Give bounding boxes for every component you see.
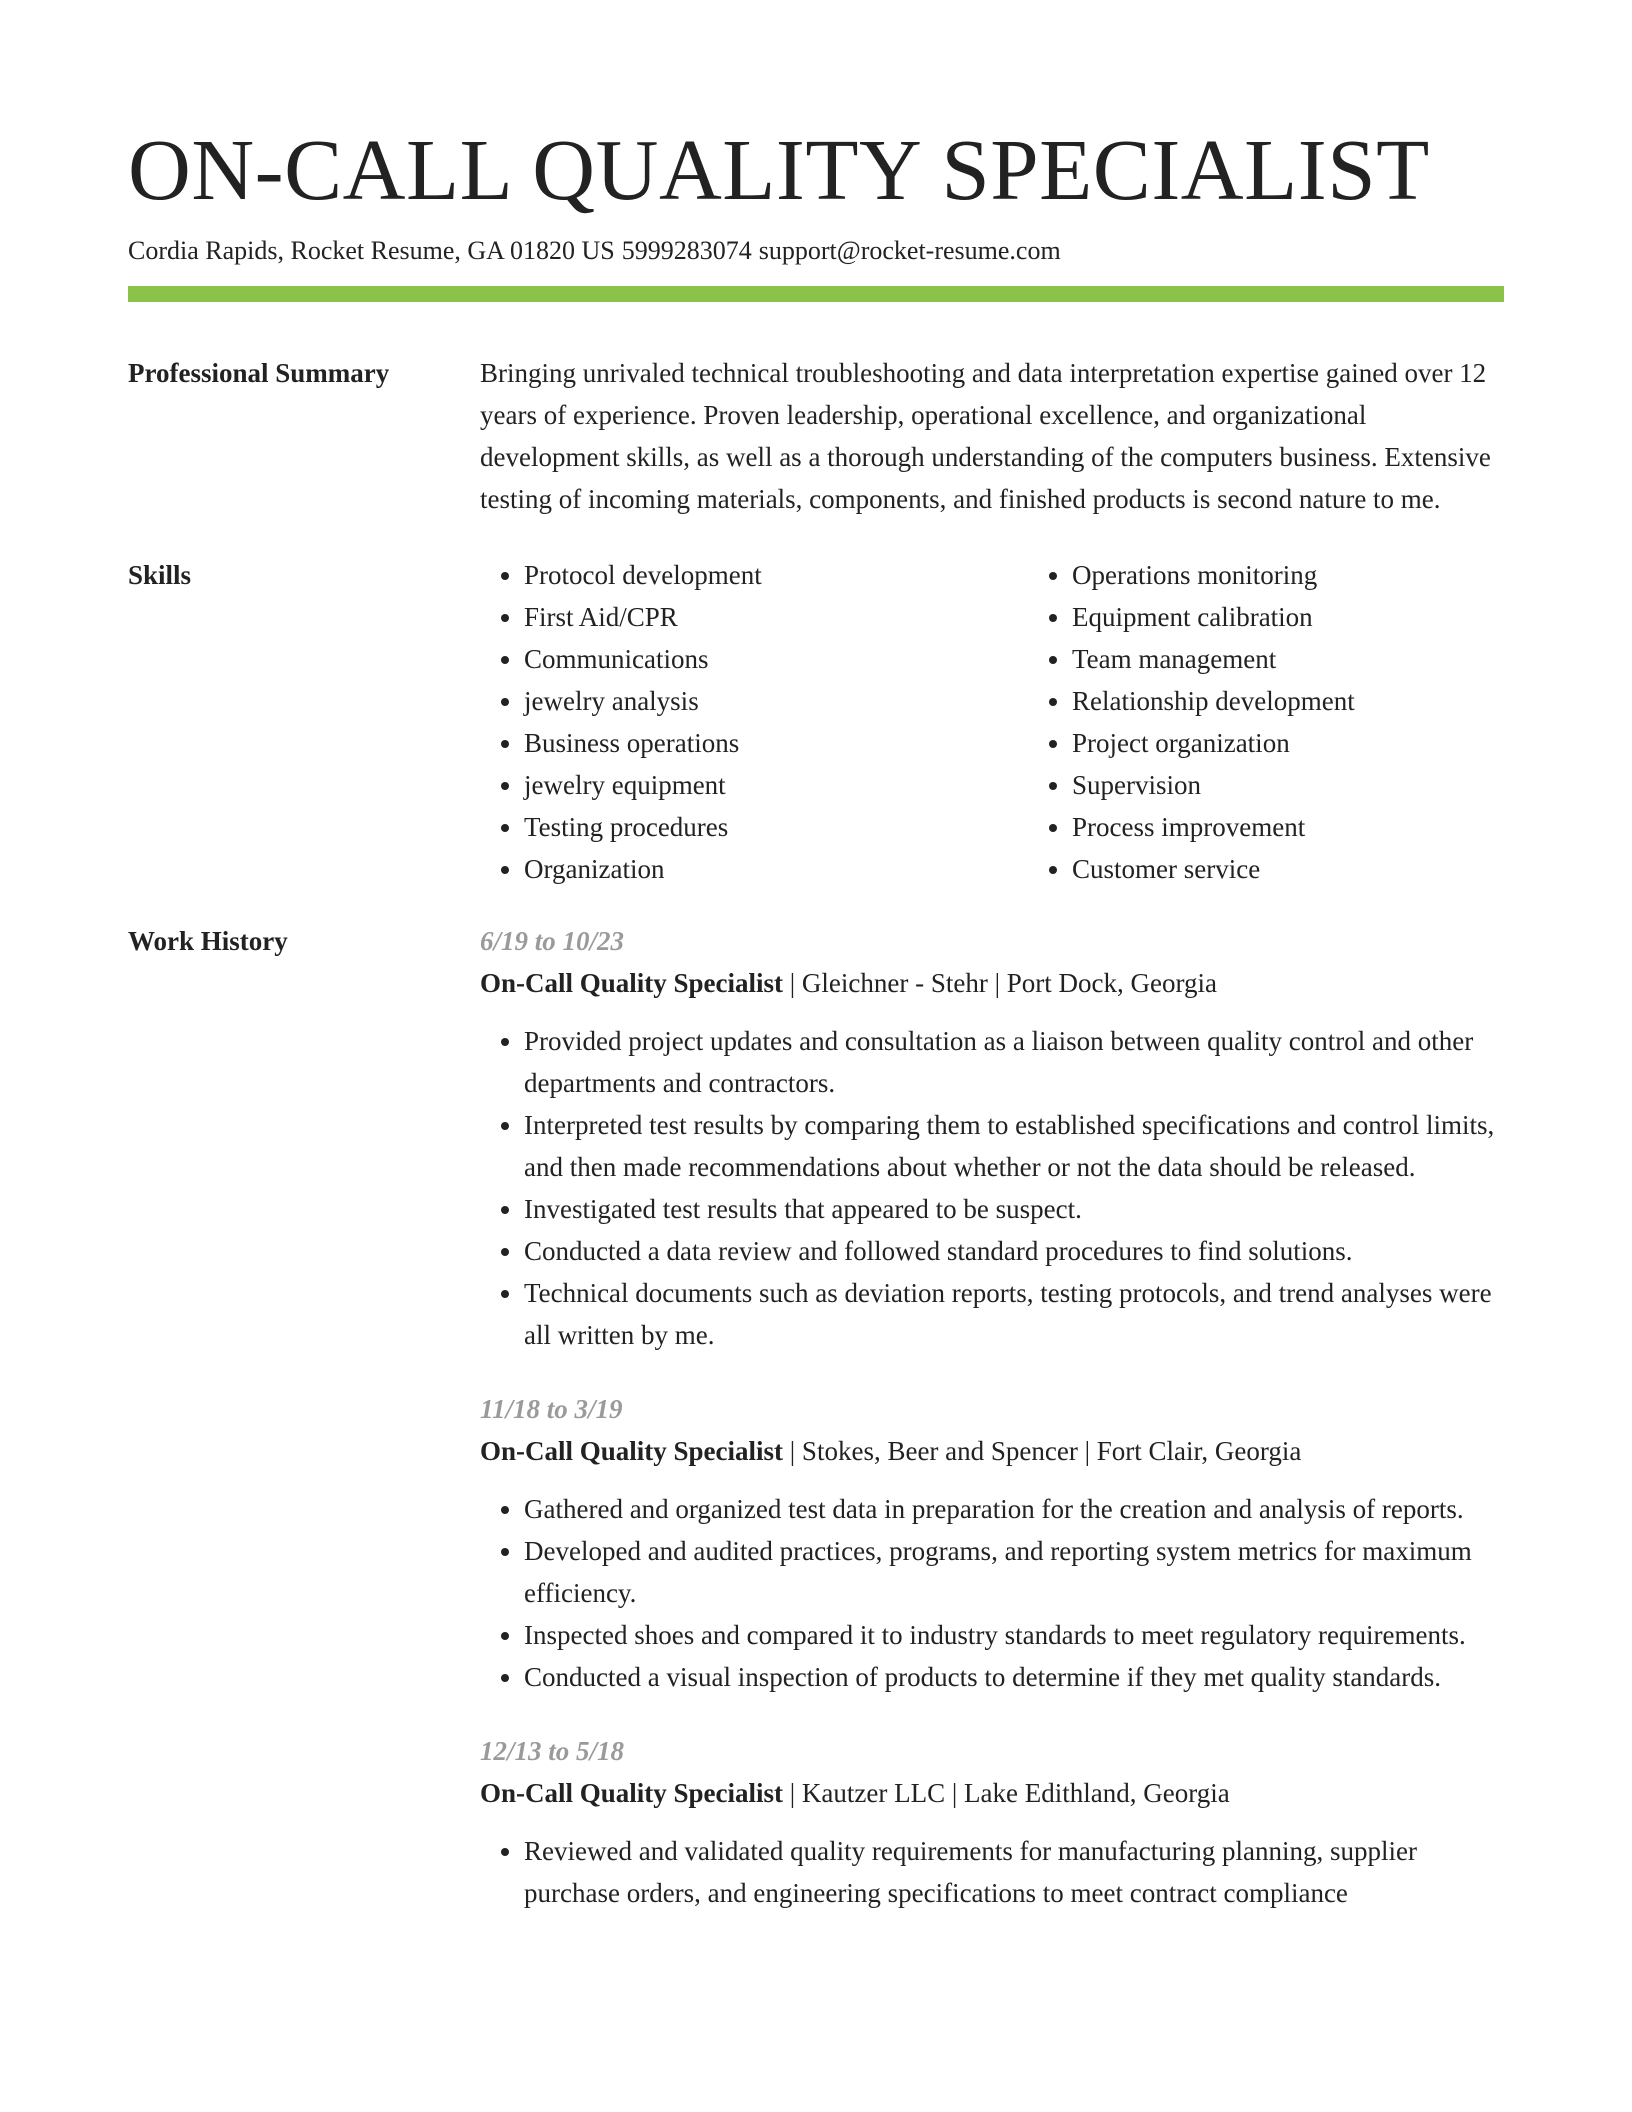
job-header — [480, 962, 1504, 1004]
job-dates: 6/19 to 10/23 — [480, 926, 625, 956]
job-dates: 11/18 to 3/19 — [480, 1394, 623, 1424]
summary-heading: Professional Summary — [128, 358, 390, 388]
job-bullet: • Reviewed and validated quality requirements for manufacturing planning, supplier purchase orders, and engineering specifications to meet contract compliance — [524, 1830, 1504, 1914]
job-bullet: • Interpreted test results by comparing them to established specifications and control limits, and then made recommendations about whether or not the data should be released. — [524, 1104, 1504, 1188]
contact-address: Cordia Rapids, Rocket Resume, GA 01820 US — [128, 236, 615, 265]
contact-phone: 5999283074 — [621, 236, 752, 265]
job-title: On-Call Quality Specialist — [480, 968, 784, 998]
contact-line — [128, 234, 1504, 268]
skill-item: • jewelry equipment — [524, 764, 1028, 806]
summary-text: Bringing unrivaled technical troubleshooting and data interpretation expertise gained over 12 years of experience. Proven leadership, operational excellence, and organizational development skills, as well as a thorough understanding of the computers business. Extensive testing of incoming materials, components, and finished products is second nature to me. — [480, 358, 1491, 514]
skills-heading: Skills — [128, 560, 192, 590]
job-bullet: • Technical documents such as deviation reports, testing protocols, and trend analyses were all written by me. — [524, 1272, 1504, 1356]
contact-email: support@rocket-resume.com — [758, 236, 1061, 265]
job-details: | Gleichner - Stehr | Port Dock, Georgia — [783, 968, 1217, 998]
job-dates: 12/13 to 5/18 — [480, 1736, 625, 1766]
job-bullet: • Investigated test results that appeared to be suspect. — [524, 1188, 1504, 1230]
skill-item: • Customer service — [1072, 848, 1576, 890]
skill-item: • Protocol development — [524, 554, 1028, 596]
job-bullet: • Conducted a data review and followed standard procedures to find solutions. — [524, 1230, 1504, 1272]
skill-item: • Equipment calibration — [1072, 596, 1576, 638]
skill-item: • Supervision — [1072, 764, 1576, 806]
job-header — [480, 1772, 1504, 1814]
skill-item: • First Aid/CPR — [524, 596, 1028, 638]
job-bullet: • Provided project updates and consultation as a liaison between quality control and other departments and contractors. — [524, 1020, 1504, 1104]
job-details: | Kautzer LLC | Lake Edithland, Georgia — [783, 1778, 1230, 1808]
resume-page — [128, 0, 1504, 1946]
skills-columns — [480, 554, 1576, 890]
skill-item: • Business operations — [524, 722, 1028, 764]
job-title: On-Call Quality Specialist — [480, 1436, 784, 1466]
job-bullet: • Conducted a visual inspection of products to determine if they met quality standards. — [524, 1656, 1504, 1698]
job-title: On-Call Quality Specialist — [480, 1778, 784, 1808]
work-section — [128, 920, 1504, 1946]
job-details: | Stokes, Beer and Spencer | Fort Clair, Georgia — [783, 1436, 1302, 1466]
skill-item: • Team management — [1072, 638, 1576, 680]
job-bullet-list — [480, 1488, 1504, 1698]
skill-item: • Communications — [524, 638, 1028, 680]
accent-divider — [128, 286, 1504, 302]
skill-item: • Process improvement — [1072, 806, 1576, 848]
skills-section — [128, 554, 1504, 890]
job-entry — [480, 920, 1504, 1356]
skill-item: • Relationship development — [1072, 680, 1576, 722]
skill-item: • Organization — [524, 848, 1028, 890]
skills-list-left — [480, 554, 1028, 890]
job-bullet-list — [480, 1830, 1504, 1914]
job-bullet-list — [480, 1020, 1504, 1356]
work-heading: Work History — [128, 926, 288, 956]
summary-section — [128, 352, 1504, 520]
job-bullet: • Inspected shoes and compared it to industry standards to meet regulatory requirements. — [524, 1614, 1504, 1656]
skills-body — [480, 554, 1576, 890]
skill-item: • Project organization — [1072, 722, 1576, 764]
summary-body — [480, 352, 1504, 520]
resume-name: ON-CALL QUALITY SPECIALIST — [128, 121, 1430, 218]
skill-item: • jewelry analysis — [524, 680, 1028, 722]
work-body — [480, 920, 1504, 1946]
skill-item: • Testing procedures — [524, 806, 1028, 848]
job-header — [480, 1430, 1504, 1472]
skill-item: • Operations monitoring — [1072, 554, 1576, 596]
job-entry — [480, 1730, 1504, 1914]
job-bullet: • Gathered and organized test data in preparation for the creation and analysis of reports. — [524, 1488, 1504, 1530]
job-entry — [480, 1388, 1504, 1698]
job-bullet: • Developed and audited practices, programs, and reporting system metrics for maximum efficiency. — [524, 1530, 1504, 1614]
skills-list-right — [1028, 554, 1576, 890]
